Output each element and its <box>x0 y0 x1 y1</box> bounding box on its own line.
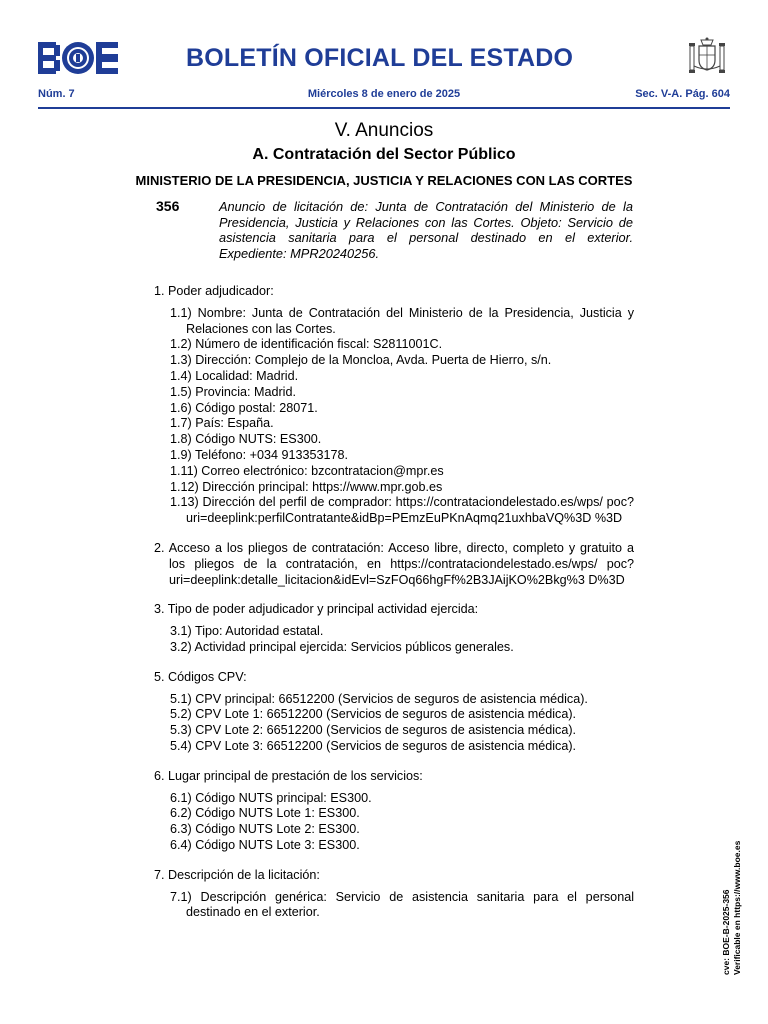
section-title: 2. Acceso a los pliegos de contratación: Acceso libre, directo, completo y gratuito a los pliegos de la contratación, en https://contrataciondelestado.es/wps/ poc?uri=deeplink:detalle_licitacion&idEvl=SzFOq66hgFf%2B3JAijKO%2Bkg%3 D%3D <box>154 540 634 587</box>
section-items <box>154 306 634 527</box>
section-title: 7. Descripción de la licitación: <box>154 867 320 882</box>
issue-date: Miércoles 8 de enero de 2025 <box>307 88 461 100</box>
list-item: 1.7) País: España. <box>170 416 274 431</box>
header-meta <box>38 88 730 101</box>
section-title: 1. Poder adjudicador: <box>154 284 274 298</box>
list-item: 5.1) CPV principal: 66512200 (Servicios de seguros de asistencia médica). <box>170 691 588 706</box>
section-title: 6. Lugar principal de prestación de los servicios: <box>154 768 423 783</box>
section-block <box>154 769 634 854</box>
section-items <box>154 791 634 854</box>
list-item: 7.1) Descripción genérica: Servicio de asistencia sanitaria para el personal destinado en el exterior. <box>170 889 634 920</box>
section-heading: V. Anuncios <box>334 120 434 141</box>
list-item: 1.9) Teléfono: +034 913353178. <box>170 447 348 462</box>
cve-code: cve: BOE-B-2025-356 <box>721 889 731 975</box>
header-rule <box>38 107 730 109</box>
list-item: 1.8) Código NUTS: ES300. <box>170 432 322 447</box>
list-item: 1.3) Dirección: Complejo de la Moncloa, Avda. Puerta de Hierro, s/n. <box>170 353 552 368</box>
list-item: 1.13) Dirección del perfil de comprador: https://contrataciondelestado.es/wps/ poc?uri=deeplink:perfilContratante&idBp=PEmzEuPKnAqmq21uxhbaVQ%3D %3D <box>170 495 634 526</box>
section-block <box>154 541 634 588</box>
list-item: 5.2) CPV Lote 1: 66512200 (Servicios de seguros de asistencia médica). <box>170 707 577 722</box>
list-item: 1.6) Código postal: 28071. <box>170 400 318 415</box>
announcement-body <box>154 284 634 935</box>
list-item: 1.11) Correo electrónico: bzcontratacion@mpr.es <box>170 463 444 478</box>
section-items <box>154 890 634 922</box>
section-title: 3. Tipo de poder adjudicador y principal actividad ejercida: <box>154 602 479 617</box>
section-block <box>154 868 634 921</box>
section-block <box>154 602 634 655</box>
section-block <box>154 284 634 527</box>
list-item: 1.5) Provincia: Madrid. <box>170 384 296 399</box>
list-item: 6.1) Código NUTS principal: ES300. <box>170 790 372 805</box>
section-title: 5. Códigos CPV: <box>154 669 247 684</box>
section-block <box>154 670 634 755</box>
list-item: 1.12) Dirección principal: https://www.mpr.gob.es <box>170 479 443 494</box>
issue-number: Núm. 7 <box>38 88 75 100</box>
list-item: 3.1) Tipo: Autoridad estatal. <box>170 624 324 639</box>
section-page: Sec. V-A. Pág. 604 <box>635 88 730 100</box>
subsection-heading: A. Contratación del Sector Público <box>252 146 516 163</box>
list-item: 6.2) Código NUTS Lote 1: ES300. <box>170 806 360 821</box>
section-items <box>154 624 634 656</box>
ministry-heading: MINISTERIO DE LA PRESIDENCIA, JUSTICIA Y RELACIONES CON LAS CORTES <box>135 173 633 188</box>
list-item: 6.3) Código NUTS Lote 2: ES300. <box>170 822 360 837</box>
boe-logo <box>38 42 118 74</box>
list-item: 6.4) Código NUTS Lote 3: ES300. <box>170 837 360 852</box>
coat-of-arms-icon <box>686 36 728 78</box>
section-items <box>154 692 634 755</box>
list-item: 1.2) Número de identificación fiscal: S2811001C. <box>170 337 443 352</box>
list-item: 3.2) Actividad principal ejercida: Servicios públicos generales. <box>170 639 514 654</box>
list-item: 5.3) CPV Lote 2: 66512200 (Servicios de seguros de asistencia médica). <box>170 723 577 738</box>
list-item: 5.4) CPV Lote 3: 66512200 (Servicios de seguros de asistencia médica). <box>170 738 577 753</box>
verify-url: Verificable en https://www.boe.es <box>732 840 742 975</box>
gazette-title: BOLETÍN OFICIAL DEL ESTADO <box>186 44 574 72</box>
announcement-summary: Anuncio de licitación de: Junta de Contratación del Ministerio de la Presidencia, Justicia y Relaciones con las Cortes. Objeto: Servicio de asistencia sanitaria para el personal destinado en el exterior. Expediente: MPR20240256. <box>219 199 633 261</box>
page-header <box>0 0 768 120</box>
list-item: 1.1) Nombre: Junta de Contratación del Ministerio de la Presidencia, Justicia y Relaciones con las Cortes. <box>170 305 634 336</box>
list-item: 1.4) Localidad: Madrid. <box>170 368 299 383</box>
announcement-number: 356 <box>156 198 180 214</box>
verification-sidebar <box>721 775 743 975</box>
